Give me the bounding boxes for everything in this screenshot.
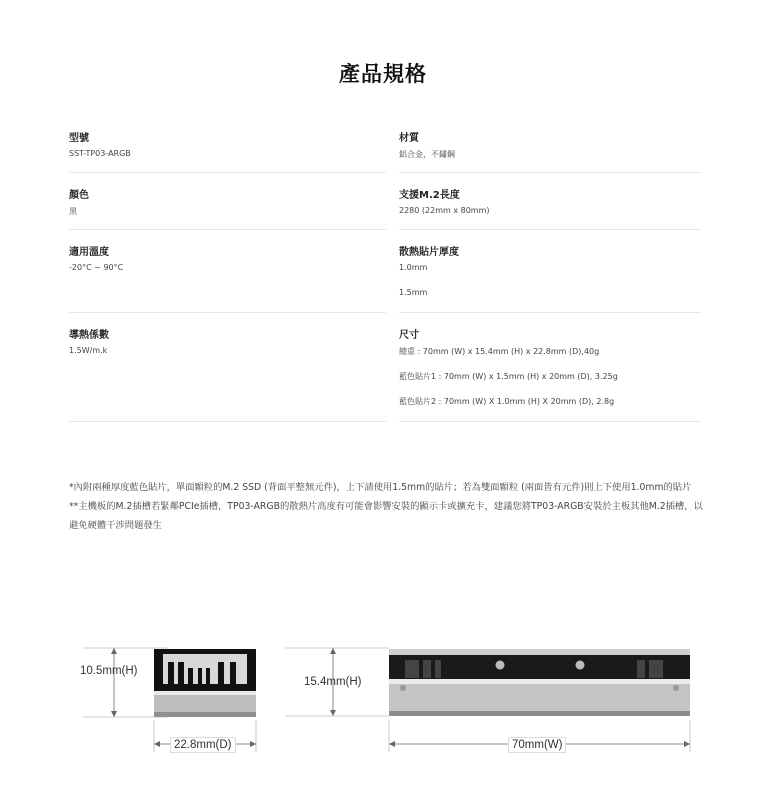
spec-color-label: 顏色 <box>69 190 89 201</box>
divider <box>399 421 701 422</box>
spec-pad-thickness-value-1: 1.0mm <box>399 263 428 272</box>
note-pad-usage: *內附兩種厚度藍色貼片，單面顆粒的M.2 SSD (背面平整無元件)，上下請使用1.5mm的貼片；若為雙面顆粒 (兩面皆有元件)則上下使用1.0mm的貼片 <box>69 482 692 493</box>
spec-conductivity-label: 導熱係數 <box>69 330 109 341</box>
divider <box>399 172 701 173</box>
spec-m2-length-value: 2280 (22mm x 80mm) <box>399 206 490 215</box>
spec-pad-thickness-value-2: 1.5mm <box>399 288 428 297</box>
divider <box>399 229 701 230</box>
page-title: 產品規格 <box>339 62 427 86</box>
spec-model-label: 型號 <box>69 133 89 144</box>
spec-pad-thickness-label: 散熱貼片厚度 <box>399 247 459 258</box>
divider <box>69 421 386 422</box>
spec-temperature-label: 適用溫度 <box>69 247 109 258</box>
divider <box>399 312 701 313</box>
spec-material-value: 鋁合金，不鏽鋼 <box>399 150 455 159</box>
spec-material-label: 材質 <box>399 133 419 144</box>
spec-m2-length-label: 支援M.2長度 <box>399 190 460 201</box>
spec-color-value: 黑 <box>69 207 77 216</box>
divider <box>69 172 386 173</box>
front-height-label: 15.4mm(H) <box>304 676 362 688</box>
notes <box>69 478 709 535</box>
side-height-label: 10.5mm(H) <box>80 665 138 677</box>
spec-dimensions-label: 尺寸 <box>399 330 419 341</box>
divider <box>69 229 386 230</box>
divider <box>69 312 386 313</box>
spec-dimensions-value-1: 總重 : 70mm (W) x 15.4mm (H) x 22.8mm (D),40g <box>399 347 600 356</box>
spec-dimensions-value-2: 藍色貼片1 : 70mm (W) x 1.5mm (H) x 20mm (D), 3.25g <box>399 372 618 381</box>
front-width-label: 70mm(W) <box>508 737 566 753</box>
note-pcie-clearance: **主機板的M.2插槽若緊鄰PCIe插槽，TP03-ARGB的散熱片高度有可能會影響安裝的顯示卡或擴充卡，建議您將TP03-ARGB安裝於主板其他M.2插槽，以避免硬體干涉問題發生 <box>69 501 703 531</box>
side-depth-label: 22.8mm(D) <box>170 737 236 753</box>
spec-conductivity-value: 1.5W/m.k <box>69 346 108 355</box>
spec-dimensions-value-3: 藍色貼片2 : 70mm (W) X 1.0mm (H) X 20mm (D), 2.8g <box>399 397 615 406</box>
spec-temperature-value: -20°C ~ 90°C <box>69 263 124 272</box>
front-view-figure <box>285 640 705 765</box>
spec-model-value: SST-TP03-ARGB <box>69 149 131 158</box>
